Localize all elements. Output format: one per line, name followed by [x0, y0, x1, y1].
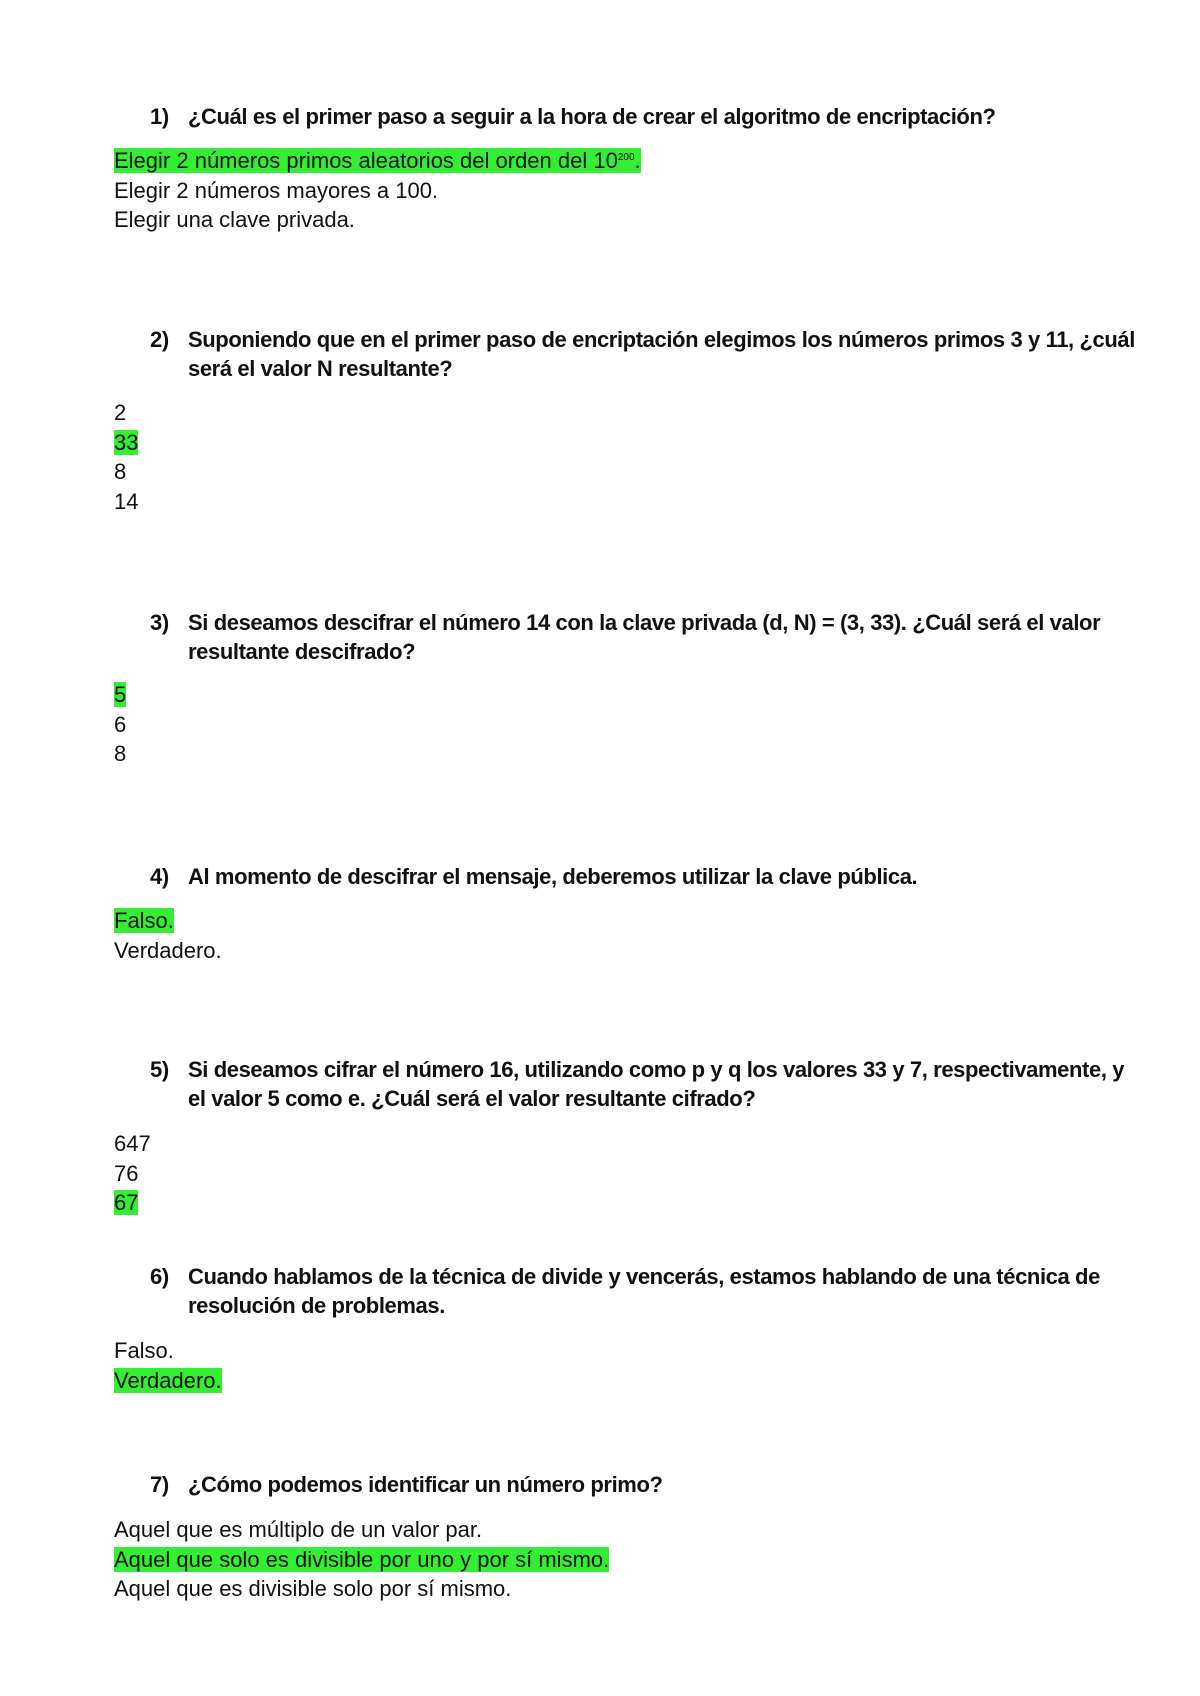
- question-number: 5): [150, 1057, 169, 1082]
- question-text: ¿Cuál es el primer paso a seguir a la hora de crear el algoritmo de encriptación?: [188, 104, 996, 129]
- option[interactable]: Aquel que es múltiplo de un valor par.: [114, 1517, 483, 1542]
- question-text: ¿Cómo podemos identificar un número primo?: [188, 1472, 663, 1497]
- question-1: [150, 102, 1140, 131]
- option[interactable]: 2: [114, 400, 127, 425]
- question-text: Cuando hablamos de la técnica de divide y vencerás, estamos hablando de una técnica de resolución de problemas.: [188, 1264, 1100, 1318]
- options-7: [114, 1515, 609, 1604]
- question-number: 7): [150, 1472, 169, 1497]
- options-2: [114, 398, 138, 516]
- question-4: [150, 862, 1140, 891]
- question-3: [150, 608, 1140, 666]
- option[interactable]: 647: [114, 1131, 151, 1156]
- option-correct[interactable]: Verdadero.: [114, 1367, 222, 1393]
- option-correct[interactable]: 33: [114, 429, 139, 455]
- options-6: [114, 1336, 222, 1395]
- options-4: [114, 906, 222, 965]
- question-text: Si deseamos cifrar el número 16, utilizando como p y q los valores 33 y 7, respectivamente, y el valor 5 como e. ¿Cuál será el valor resultante cifrado?: [188, 1057, 1125, 1111]
- options-5: [114, 1129, 151, 1218]
- option[interactable]: 8: [114, 459, 127, 484]
- question-6: [150, 1262, 1140, 1320]
- question-5: [150, 1055, 1140, 1113]
- option[interactable]: 76: [114, 1160, 139, 1186]
- exponent: 200: [617, 152, 635, 163]
- question-number: 1): [150, 104, 169, 129]
- option[interactable]: Elegir una clave privada.: [114, 207, 355, 232]
- option[interactable]: 8: [114, 741, 127, 766]
- question-7: [150, 1470, 1140, 1499]
- option-correct[interactable]: 5: [114, 682, 127, 707]
- option-correct[interactable]: 67: [114, 1190, 139, 1215]
- question-number: 6): [150, 1264, 169, 1289]
- option[interactable]: 14: [114, 488, 139, 514]
- options-3: [114, 680, 126, 769]
- question-number: 4): [150, 864, 169, 889]
- option[interactable]: Elegir 2 números mayores a 100.: [114, 177, 439, 203]
- options-1: [114, 146, 641, 235]
- question-number: 3): [150, 610, 169, 635]
- option[interactable]: Falso.: [114, 1338, 174, 1363]
- option[interactable]: Verdadero.: [114, 937, 222, 963]
- question-text: Suponiendo que en el primer paso de encriptación elegimos los números primos 3 y 11, ¿cuál será el valor N resultante?: [188, 327, 1135, 381]
- question-text: Si deseamos descifrar el número 14 con la clave privada (d, N) = (3, 33). ¿Cuál será el valor resultante descifrado?: [188, 610, 1101, 664]
- question-2: [150, 325, 1140, 383]
- option-correct[interactable]: Elegir 2 números primos aleatorios del orden del $10^{200}$.: [114, 148, 641, 173]
- option-correct[interactable]: Aquel que solo es divisible por uno y por sí mismo.: [114, 1546, 610, 1572]
- option[interactable]: Aquel que es divisible solo por sí mismo.: [114, 1576, 512, 1601]
- option-correct[interactable]: Falso.: [114, 908, 174, 933]
- question-number: 2): [150, 327, 169, 352]
- question-text: Al momento de descifrar el mensaje, deberemos utilizar la clave pública.: [188, 864, 918, 889]
- option[interactable]: 6: [114, 711, 127, 737]
